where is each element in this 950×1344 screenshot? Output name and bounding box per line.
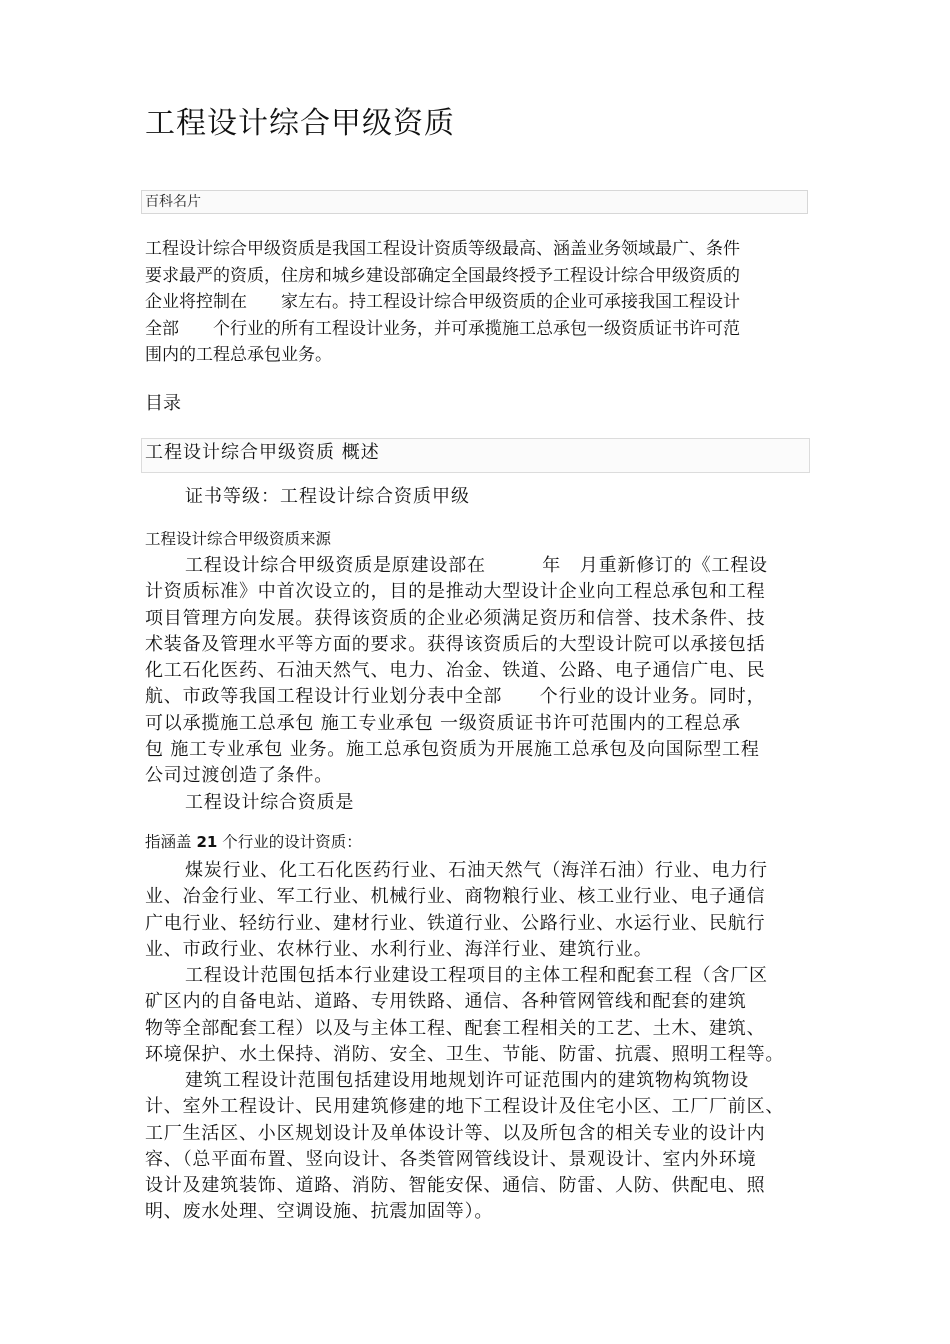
source-line: 化工石化医药、石油天然气、电力、冶金、铁道、公路、电子通信广电、民	[145, 660, 766, 682]
source-heading: 工程设计综合甲级资质来源	[145, 530, 332, 548]
scope-line: 工程设计范围包括本行业建设工程项目的主体工程和配套工程（含厂区	[185, 965, 768, 986]
scope-line: 环境保护、水土保持、消防、安全、卫生、节能、防雷、抗震、照明工程等。	[145, 1043, 785, 1065]
intro-line: 企业将控制在 家左右。持工程设计综合甲级资质的企业可承接我国工程设计	[145, 292, 740, 312]
source-line: 包 施工专业承包 业务。施工总承包资质为开展施工总承包及向国际型工程	[145, 739, 760, 761]
covers-prefix: 指涵盖	[145, 833, 197, 851]
intro-line: 工程设计综合甲级资质是我国工程设计资质等级最高、涵盖业务领域最广、条件	[145, 239, 740, 259]
building-scope-paragraph	[145, 1068, 810, 1226]
source-line: 术装备及管理水平等方面的要求。获得该资质后的大型设计院可以承接包括	[145, 633, 766, 655]
building-line: 建筑工程设计范围包括建设用地规划许可证范围内的建筑物构筑物设	[185, 1070, 749, 1091]
industries-line: 广电行业、轻纺行业、建材行业、铁道行业、公路行业、水运行业、民航行	[145, 912, 766, 934]
building-line: 工厂生活区、小区规划设计及单体设计等、以及所包含的相关专业的设计内	[145, 1122, 766, 1144]
source-line: 公司过渡创造了条件。	[145, 765, 333, 787]
building-line: 计、室外工程设计、民用建筑修建的地下工程设计及住宅小区、工厂厂前区、	[145, 1096, 785, 1118]
source-line: 航、市政等我国工程设计行业划分表中全部 个行业的设计业务。同时，	[145, 686, 766, 708]
source-line: 工程设计综合资质是	[185, 791, 355, 813]
covers-number: 21	[196, 833, 218, 851]
page-title: 工程设计综合甲级资质	[145, 106, 455, 141]
scope-paragraph	[145, 963, 810, 1068]
toc-heading: 目录	[145, 393, 181, 414]
scope-line: 矿区内的自备电站、道路、专用铁路、通信、各种管网管线和配套的建筑	[145, 991, 747, 1013]
industries-paragraph	[145, 858, 810, 963]
section-header-box	[141, 438, 810, 473]
source-line: 可以承揽施工总承包 施工专业承包 一级资质证书许可范围内的工程总承	[145, 712, 741, 734]
source-paragraph	[145, 553, 810, 816]
source-line: 工程设计综合甲级资质是原建设部在 年 月重新修订的《工程设	[185, 555, 768, 576]
building-line: 设计及建筑装饰、道路、消防、智能安保、通信、防雷、人防、供配电、照	[145, 1175, 766, 1197]
intro-paragraph	[145, 236, 811, 369]
building-line: 容、（总平面布置、竖向设计、各类管网管线设计、景观设计、室内外环境	[145, 1148, 757, 1170]
source-line: 项目管理方向发展。获得该资质的企业必须满足资历和信誉、技术条件、技	[145, 607, 766, 629]
covers-suffix: 个行业的设计资质：	[217, 833, 362, 851]
building-line: 明、废水处理、空调设施、抗震加固等）。	[145, 1201, 494, 1223]
baike-card-box	[141, 190, 808, 214]
industries-line: 业、市政行业、农林行业、水利行业、海洋行业、建筑行业。	[145, 938, 653, 960]
intro-line: 围内的工程总承包业务。	[145, 345, 332, 365]
intro-line: 要求最严的资质，住房和城乡建设部确定全国最终授予工程设计综合甲级资质的	[145, 265, 740, 286]
scope-line: 物等全部配套工程）以及与主体工程、配套工程相关的工艺、土木、建筑、	[145, 1017, 766, 1039]
baike-card-label: 百科名片	[145, 194, 201, 210]
section-title-overview: 工程设计综合甲级资质 概述	[145, 442, 380, 463]
industries-line: 业、冶金行业、军工行业、机械行业、商物粮行业、核工业行业、电子通信	[145, 886, 766, 908]
covers-line	[145, 831, 362, 853]
certificate-level: 证书等级：工程设计综合资质甲级	[185, 486, 470, 507]
source-line: 计资质标准》中首次设立的，目的是推动大型设计企业向工程总承包和工程	[145, 581, 766, 603]
industries-line: 煤炭行业、化工石化医药行业、石油天然气（海洋石油）行业、电力行	[185, 860, 768, 881]
intro-line: 全部 个行业的所有工程设计业务，并可承揽施工总承包一级资质证书许可范	[145, 318, 740, 339]
